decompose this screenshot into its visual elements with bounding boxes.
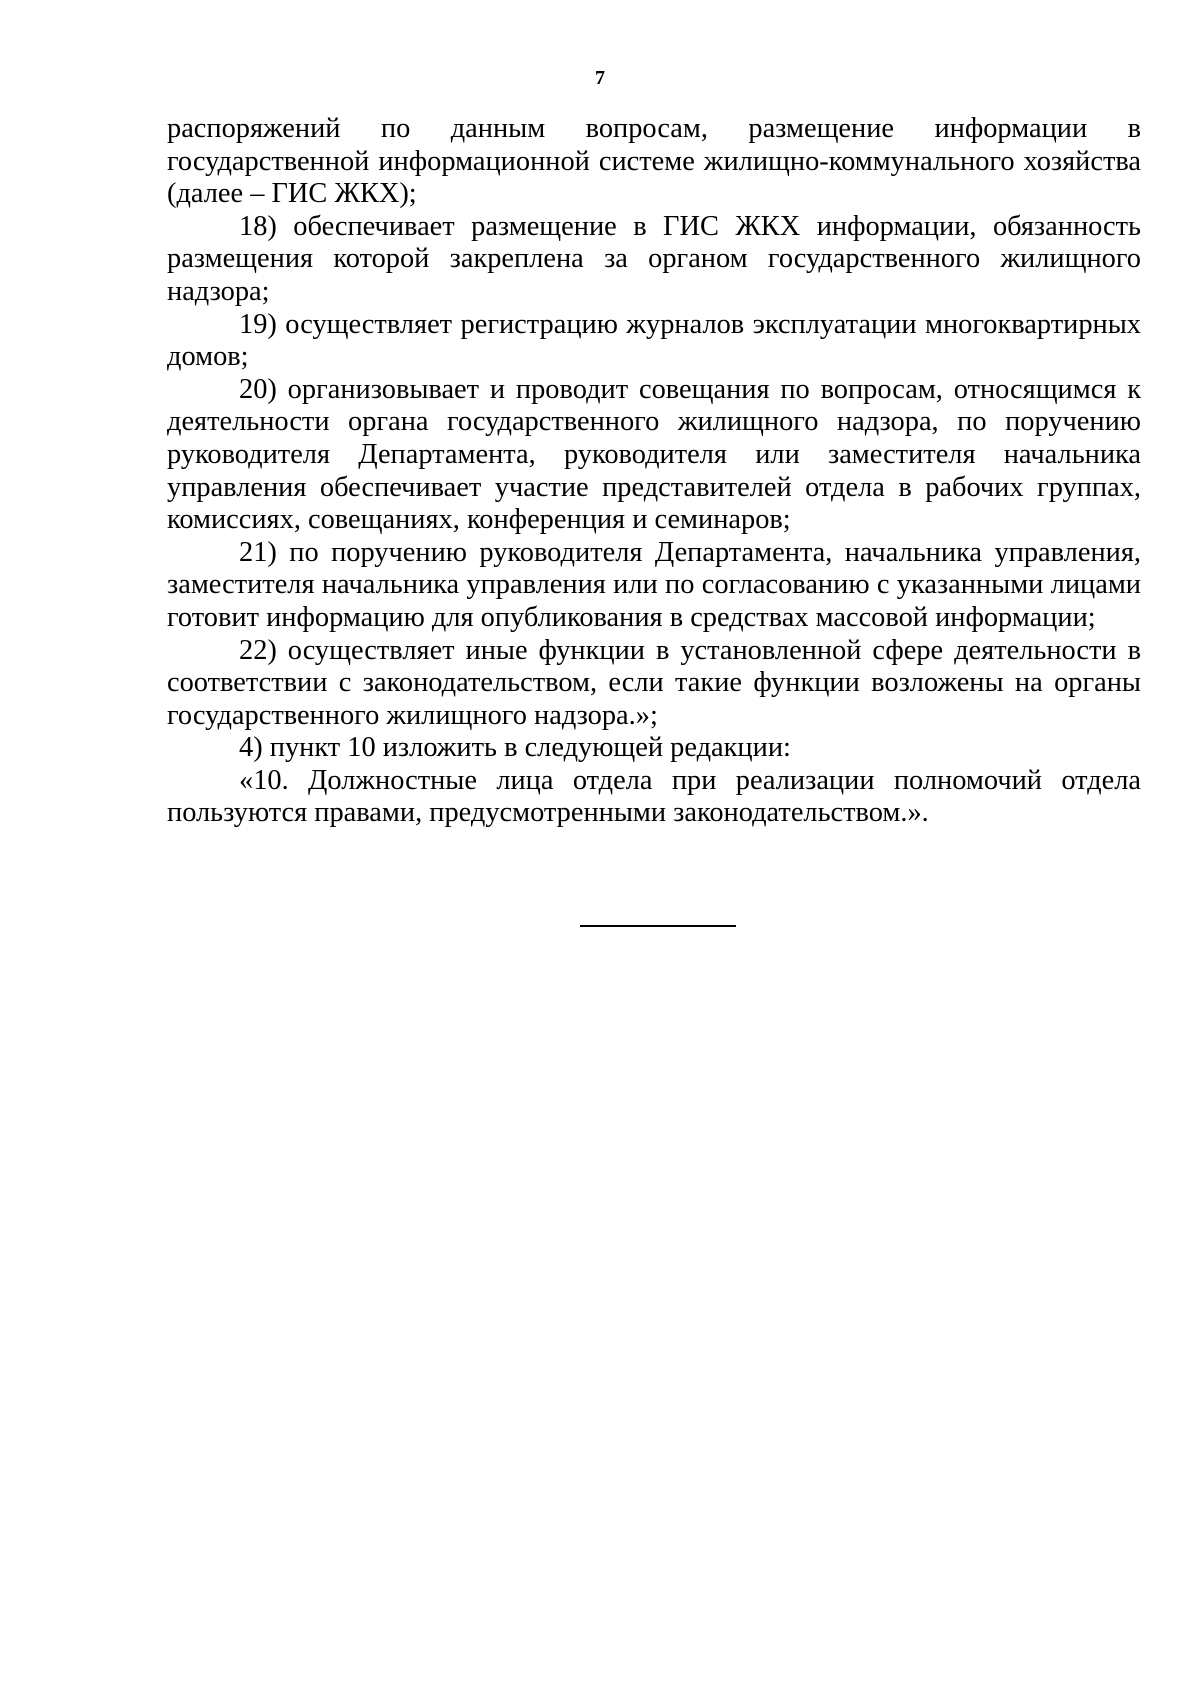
paragraph-item-21: 21) по поручению руководителя Департамента, начальника управления, заместителя начальника управления или по согласованию с указанными лицами готовит информацию для опубликования в средствах массовой информации; [167, 536, 1141, 633]
paragraph-clause-10: «10. Должностные лица отдела при реализации полномочий отдела пользуются правами, предусмотренными законодательством.». [167, 764, 1141, 829]
paragraph-item-22: 22) осуществляет иные функции в установленной сфере деятельности в соответствии с законодательством, если такие функции возложены на органы государственного жилищного надзора.»; [167, 634, 1141, 731]
paragraph-item-20: 20) организовывает и проводит совещания по вопросам, относящимся к деятельности органа государственного жилищного надзора, по поручению руководителя Департамента, руководителя или заместителя начальника управления обеспечивает участие представителей отдела в рабочих группах, комиссиях, совещаниях, конференция и семинаров; [167, 373, 1141, 536]
paragraph-continuation: распоряжений по данным вопросам, размещение информации в государственной информационной системе жилищно-коммунального хозяйства (далее – ГИС ЖКХ); [167, 113, 1141, 210]
page-number: 7 [595, 67, 605, 89]
paragraph-item-18: 18) обеспечивает размещение в ГИС ЖКХ информации, обязанность размещения которой закреплена за органом государственного жилищного надзора; [167, 210, 1141, 307]
paragraph-amendment-4: 4) пункт 10 изложить в следующей редакции: [239, 732, 791, 764]
end-separator-line [580, 925, 736, 927]
document-body [167, 113, 1141, 830]
paragraph-item-19: 19) осуществляет регистрацию журналов эксплуатации многоквартирных домов; [167, 308, 1141, 373]
